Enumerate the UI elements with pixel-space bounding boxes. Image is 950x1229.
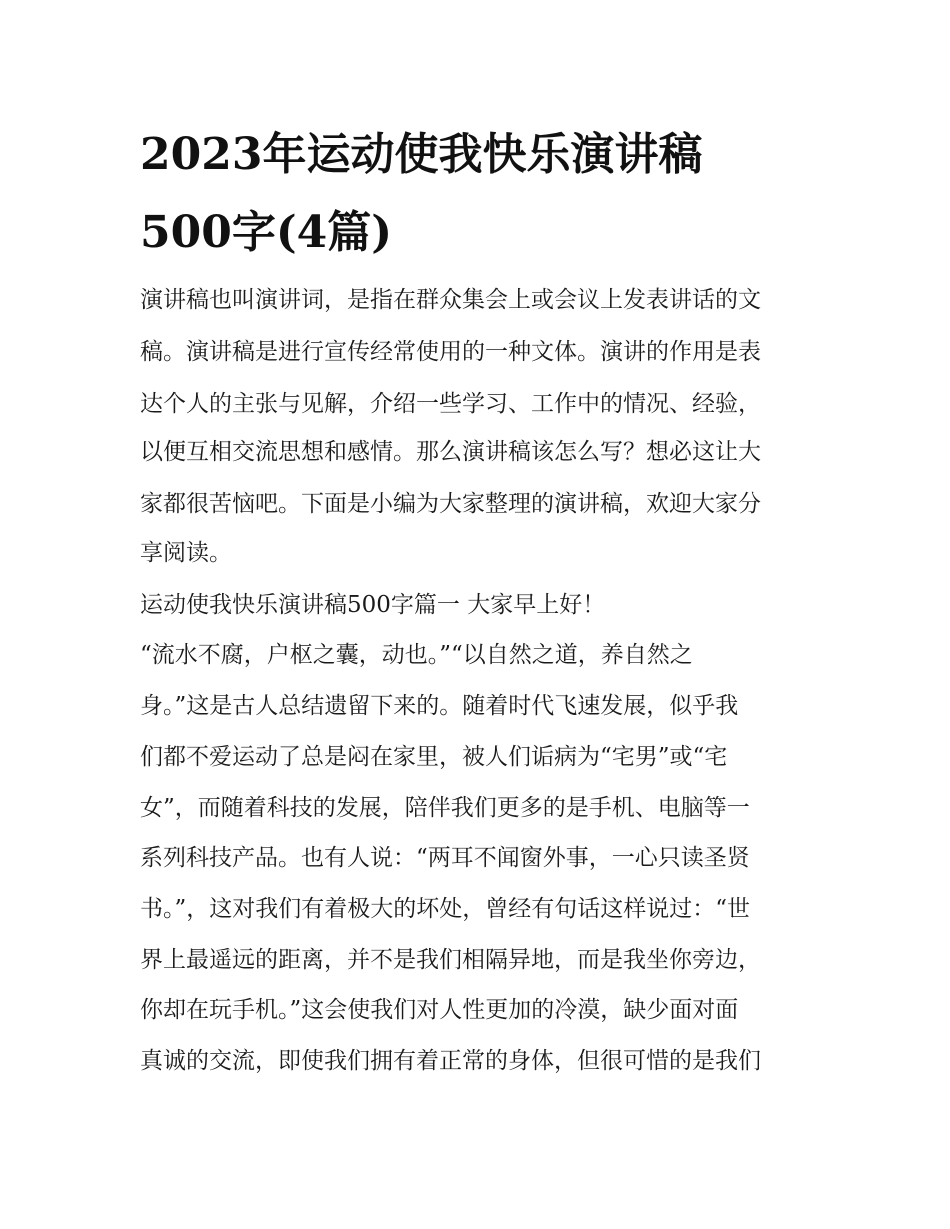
document-title-line-2: 500字(4篇)	[140, 207, 393, 258]
document-title-line-1: 2023年运动使我快乐演讲稿	[140, 129, 703, 180]
section-heading-line: 运动使我快乐演讲稿500字篇一 大家早上好！	[140, 592, 606, 618]
body-text-line: 女”，而随着科技的发展，陪伴我们更多的是手机、电脑等一	[140, 795, 750, 821]
body-text-line: 以便互相交流思想和感情。那么演讲稿该怎么写？想必这让大	[140, 439, 761, 465]
body-text-line: 系列科技产品。也有人说：“两耳不闻窗外事，一心只读圣贤	[140, 845, 750, 871]
body-text-line: 你却在玩手机。”这会使我们对人性更加的冷漠，缺少面对面	[140, 997, 739, 1023]
body-text-line: 演讲稿也叫演讲词，是指在群众集会上或会议上发表讲话的文	[140, 287, 761, 313]
body-text-line: 达个人的主张与见解，介绍一些学习、工作中的情况、经验，	[140, 391, 761, 417]
body-text-line: 家都很苦恼吧。下面是小编为大家整理的演讲稿，欢迎大家分	[140, 491, 761, 517]
body-text-line: 书。”，这对我们有着极大的坏处，曾经有句话这样说过：“世	[140, 896, 751, 922]
body-text-line: 真诚的交流，即使我们拥有着正常的身体，但很可惜的是我们	[140, 1048, 761, 1074]
body-text-line: 界上最遥远的距离，并不是我们相隔异地，而是我坐你旁边，	[140, 947, 761, 973]
body-text-line: “流水不腐，户枢之囊，动也。”“以自然之道，养自然之	[140, 642, 693, 668]
body-text-line: 享阅读。	[140, 540, 232, 566]
body-text-line: 们都不爱运动了总是闷在家里，被人们诟病为“宅男”或“宅	[140, 744, 728, 770]
body-text-line: 稿。演讲稿是进行宣传经常使用的一种文体。演讲的作用是表	[140, 339, 761, 365]
body-text-line: 身。”这是古人总结遗留下来的。随着时代飞速发展，似乎我	[140, 693, 739, 719]
